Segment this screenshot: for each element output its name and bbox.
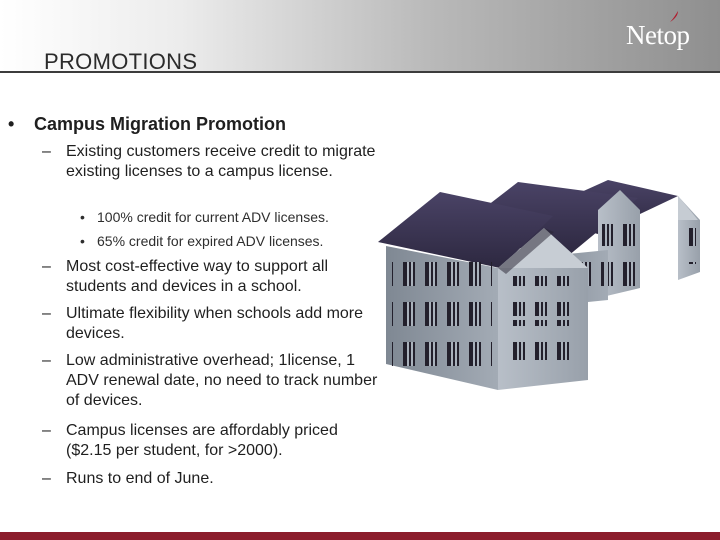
bullet-icon: • xyxy=(80,233,85,249)
promotion-heading: Campus Migration Promotion xyxy=(34,114,286,134)
dash-icon: – xyxy=(42,258,51,275)
list-item xyxy=(42,257,382,297)
sub-list-item xyxy=(80,232,323,250)
list-item-text: Existing customers receive credit to migrate existing licenses to a campus license. xyxy=(66,143,376,180)
dash-icon: – xyxy=(42,422,51,439)
list-item xyxy=(42,142,382,182)
sub-item-text: 100% credit for current ADV licenses. xyxy=(97,209,329,225)
list-item xyxy=(42,421,382,461)
list-item xyxy=(42,469,382,489)
list-item xyxy=(42,304,382,344)
school-building-icon xyxy=(378,176,720,476)
bullet-icon: • xyxy=(8,114,15,134)
dash-icon: – xyxy=(42,470,51,487)
list-item-text: Campus licenses are affordably priced ($2.15 per student, for >2000). xyxy=(66,422,338,459)
list-item-text: Runs to end of June. xyxy=(66,470,214,487)
footer-accent-bar xyxy=(0,532,720,540)
dash-icon: – xyxy=(42,352,51,369)
heading-bullet xyxy=(8,114,286,135)
dash-icon: – xyxy=(42,143,51,160)
dash-icon: – xyxy=(42,305,51,322)
list-item-text: Most cost-effective way to support all students and devices in a school. xyxy=(66,258,329,295)
bullet-icon: • xyxy=(80,209,85,225)
sub-item-text: 65% credit for expired ADV licenses. xyxy=(97,233,324,249)
netop-logo: Netop xyxy=(626,20,690,50)
list-item-text: Ultimate flexibility when schools add more devices. xyxy=(66,305,364,342)
list-item xyxy=(42,351,382,411)
page-title: PROMOTIONS xyxy=(44,49,198,74)
list-item-text: Low administrative overhead; 1license, 1 ADV renewal date, no need to track number of devices. xyxy=(66,352,378,409)
sub-list-item xyxy=(80,208,329,226)
